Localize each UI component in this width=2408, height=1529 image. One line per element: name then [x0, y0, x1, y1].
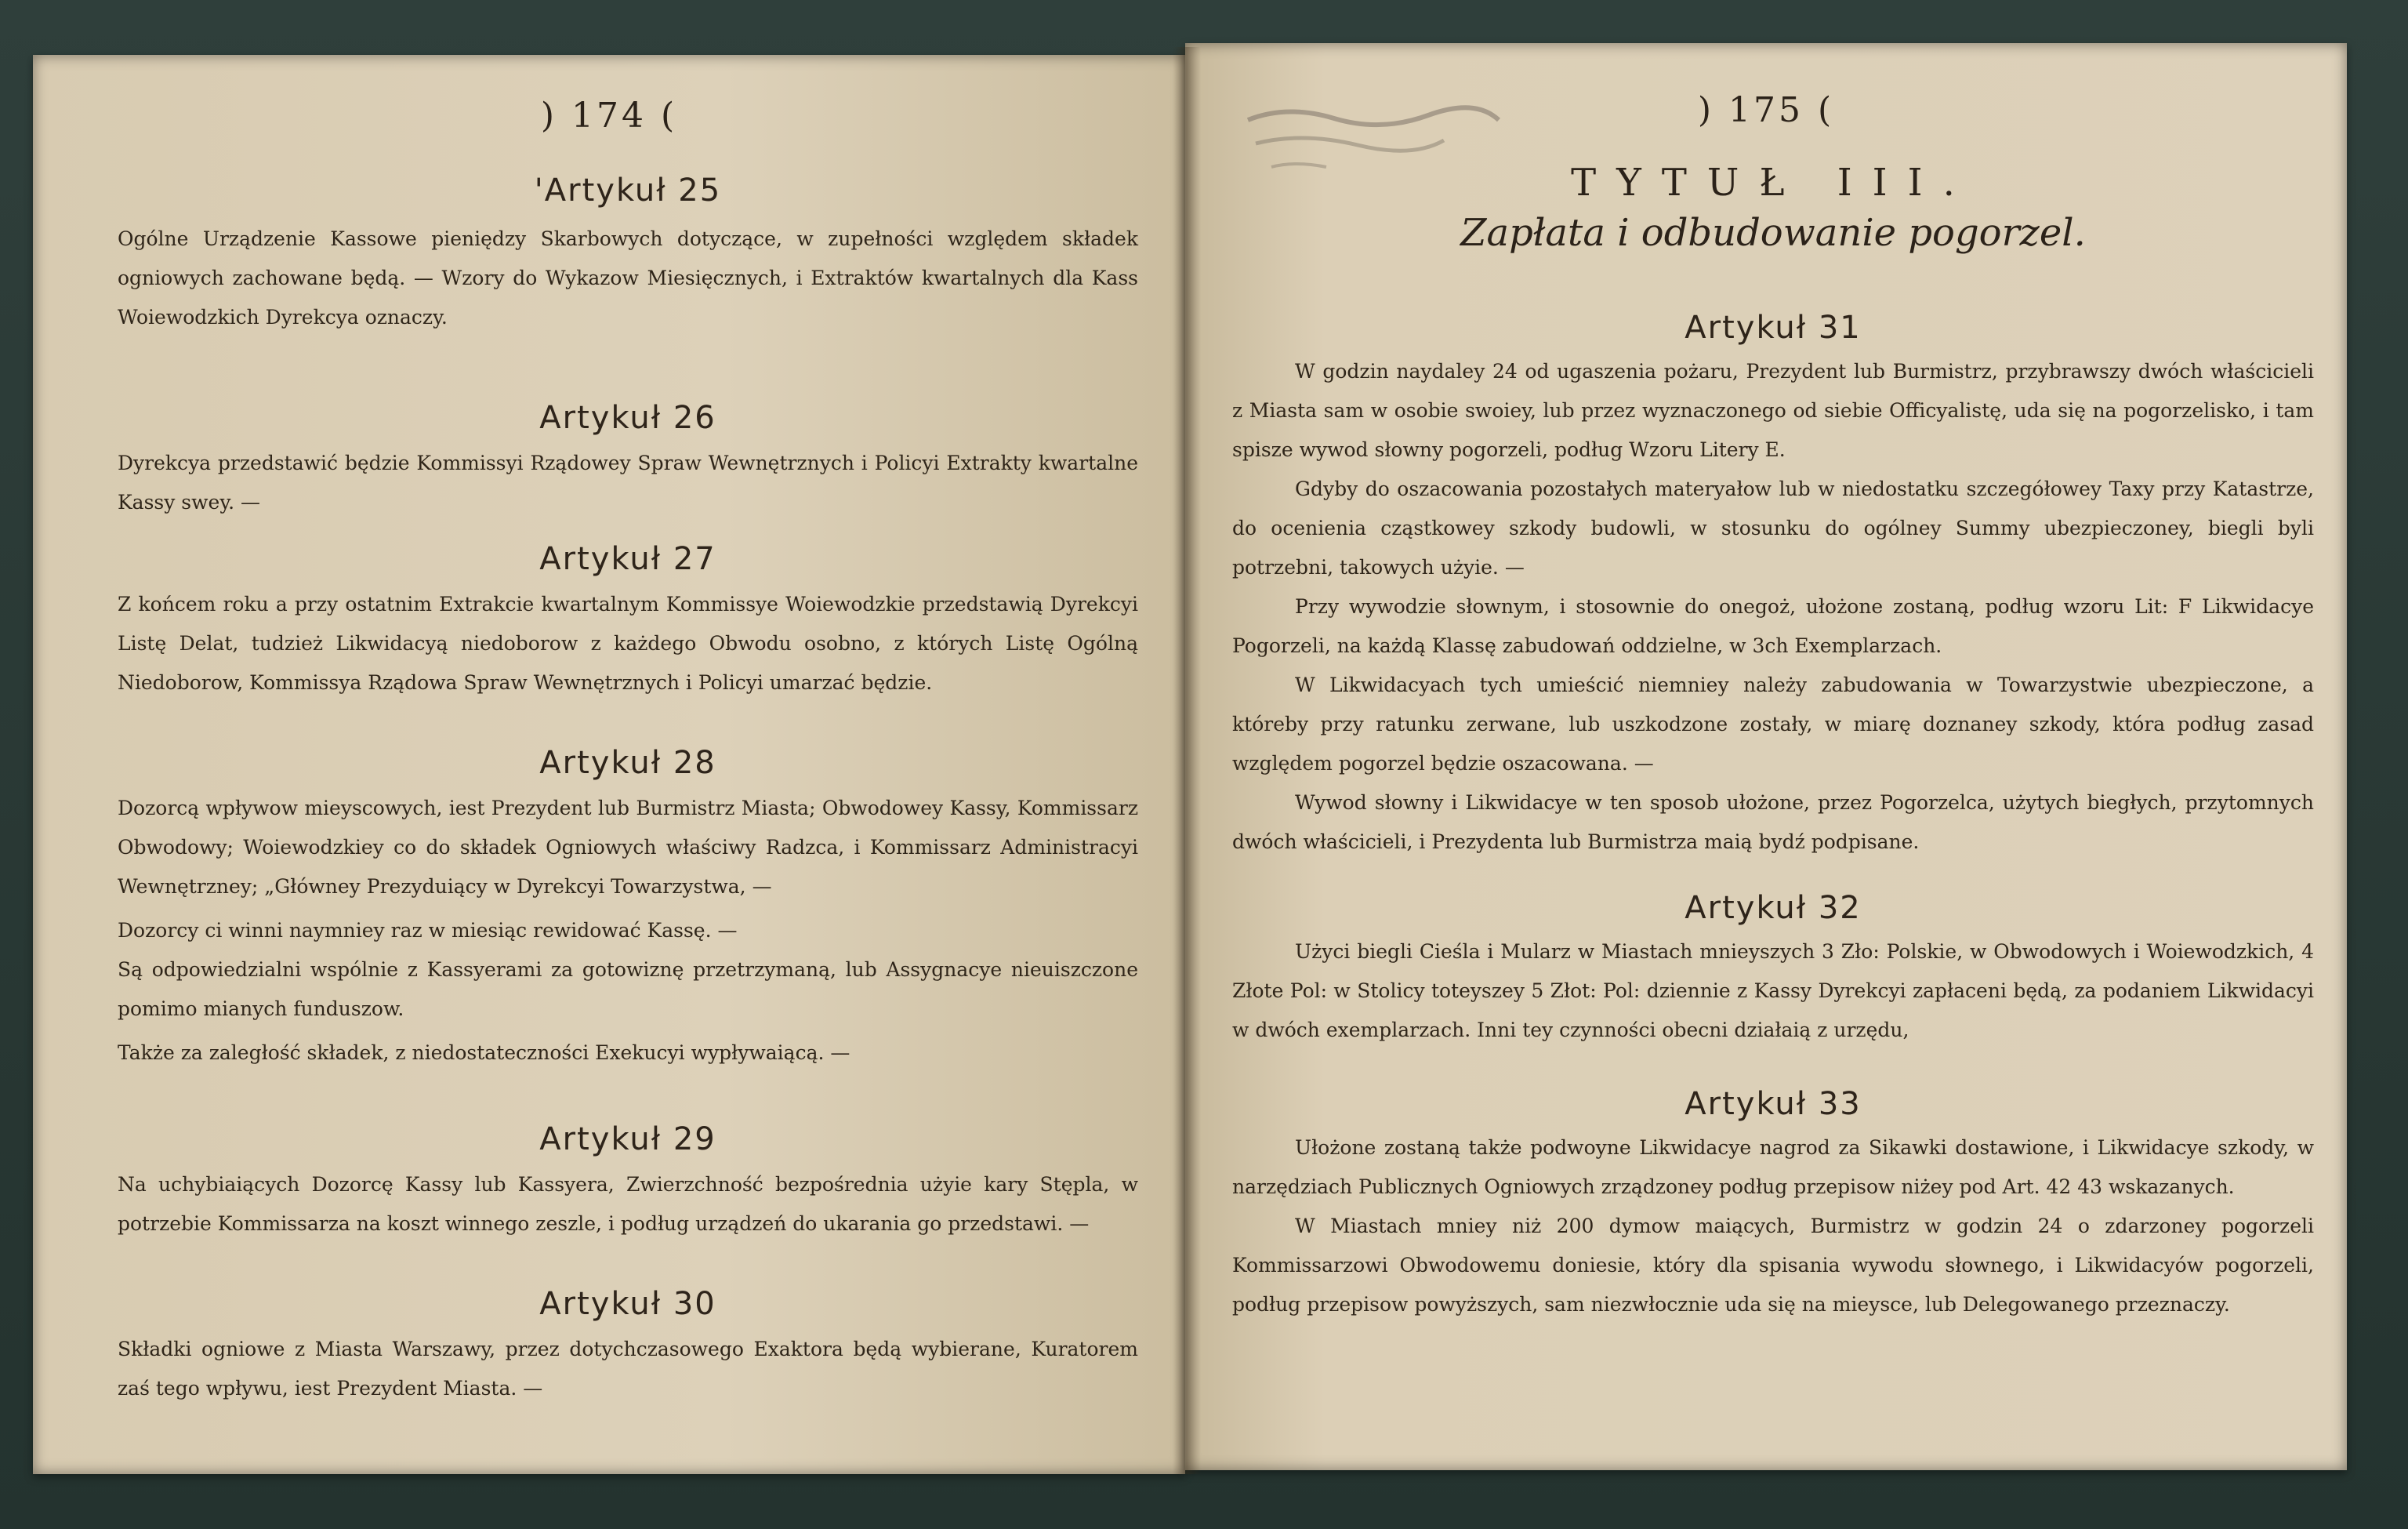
article-heading: Artykuł 30	[539, 1286, 716, 1322]
right-page-body	[1232, 161, 2314, 1316]
article-paragraph: Dozorcy ci winni naymniey raz w miesiąc rewidować Kassę. —	[118, 919, 738, 942]
article-paragraph: Także za zaległość składek, z niedostateczności Exekucyi wypływaiącą. —	[118, 1041, 850, 1064]
article-heading: Artykuł 31	[1685, 310, 1862, 346]
article-heading: Artykuł 33	[1685, 1086, 1862, 1122]
article-paragraph: W Miastach mniey niż 200 dymow maiących, Burmistrz w godzin 24 o zdarzoney pogorzeli Kommissarzowi Obwodowemu doniesie, który dla spisania wywodu słownego, i Likwidacyów pogorzeli, podług przepisow powyższych, sam niezwłocznie uda się na mieysce, lub Delegowanego przeznaczy.	[1232, 1215, 2314, 1316]
right-page	[1185, 43, 2347, 1470]
article-paragraph: Przy wywodzie słownym, i stosownie do onegoż, ułożone zostaną, podług wzoru Lit: F Likwidacye Pogorzeli, na każdą Klassę zabudowań oddzielne, w 3ch Exemplarzach.	[1232, 595, 2314, 657]
article-paragraph: Są odpowiedzialni wspólnie z Kassyerami za gotowiznę przetrzymaną, lub Assygnacye nieuiszczone pomimo mianych funduszow.	[118, 958, 1138, 1020]
article-paragraph: Dozorcą wpływow mieyscowych, iest Prezydent lub Burmistrz Miasta; Obwodowey Kassy, Kommissarz Obwodowy; Woiewodzkiey co do składek Ogniowych właściwy Radzca, i Kommissarz Administracyi Wewnętrzney; „Główney Prezyduiący w Dyrekcyi Towarzystwa, —	[118, 797, 1138, 898]
article-heading: Artykuł 32	[1685, 890, 1862, 926]
article-paragraph: Gdyby do oszacowania pozostałych materyałow lub w niedostatku szczegółowey Taxy przy Katastrze, do ocenienia cząstkowey szkody budowli, w stosunku do ogólney Summy ubezpieczoney, biegli byli potrzebni, takowych użyie. —	[1232, 478, 2314, 579]
article-heading: Artykuł 26	[539, 400, 716, 436]
article-paragraph: Składki ogniowe z Miasta Warszawy, przez dotychczasowego Exaktora będą wybierane, Kuratorem zaś tego wpływu, iest Prezydent Miasta. —	[118, 1338, 1138, 1400]
article-paragraph: Użyci biegli Cieśla i Mularz w Miastach mnieyszych 3 Zło: Polskie, w Obwodowych i Woiewodzkich, 4 Złote Pol: w Stolicy toteyszey 5 Złot: Pol: dziennie z Kassy Dyrekcyi zapłaceni będą, za podaniem Likwidacyi w dwóch exemplarzach. Inni tey czynności obecni działaią z urzędu,	[1232, 940, 2314, 1041]
article-paragraph: Z końcem roku a przy ostatnim Extrakcie kwartalnym Kommissye Woiewodzkie przedstawią Dyrekcyi Listę Delat, tudzież Likwidacyą niedoborow z każdego Obwodu osobno, z których Listę Ogólną Niedoborow, Kommissya Rządowa Spraw Wewnętrznych i Policyi umarzać będzie.	[118, 593, 1138, 694]
article-heading: Artykuł 28	[539, 745, 716, 781]
page-number: ) 175 (	[1697, 90, 1835, 130]
article-paragraph: W Likwidacyach tych umieścić niemniey należy zabudowania w Towarzystwie ubezpieczone, a któreby przy ratunku zerwane, lub uszkodzone zostały, w miarę doznaney szkody, która podług zasad względem pogorzel będzie oszacowana. —	[1232, 674, 2314, 775]
book-gutter	[1173, 47, 1201, 1474]
article-paragraph: Ogólne Urządzenie Kassowe pieniędzy Skarbowych dotyczące, w zupełności względem składek ogniowych zachowane będą. — Wzory do Wykazow Miesięcznych, i Extraktów kwartalnych dla Kass Woiewodzkich Dyrekcya oznaczy.	[118, 227, 1138, 329]
article-paragraph: Dyrekcya przedstawić będzie Kommissyi Rządowey Spraw Wewnętrznych i Policyi Extrakty kwartalne Kassy swey. —	[118, 452, 1138, 514]
title-subheading: Zapłata i odbudowanie pogorzel.	[1460, 211, 2086, 255]
article-paragraph: Ułożone zostaną także podwoyne Likwidacye nagrod za Sikawki dostawione, i Likwidacye szkody, w narzędziach Publicznych Ogniowych zrządzoney podług przepisow niżey pod Art. 42 43 wskazanych.	[1232, 1136, 2314, 1198]
title-heading: TYTUŁ III.	[1571, 161, 1975, 205]
article-paragraph: W godzin naydaley 24 od ugaszenia pożaru, Prezydent lub Burmistrz, przybrawszy dwóch właścicieli z Miasta sam w osobie swoiey, lub przez wyznaczonego od siebie Officyalistę, uda się na pogorzelisko, i tam spisze wywod słowny pogorzeli, podług Wzoru Litery E.	[1232, 360, 2314, 461]
article-paragraph: Na uchybiaiących Dozorcę Kassy lub Kassyera, Zwierzchność bezpośrednia użyie kary Stępla, w potrzebie Kommissarza na koszt winnego zeszle, i podług urządzeń do ukarania go przedstawi. —	[118, 1173, 1138, 1235]
article-heading: Artykuł 29	[539, 1121, 716, 1157]
left-page	[33, 55, 1185, 1474]
article-heading: Artykuł 27	[539, 541, 716, 577]
article-heading: 'Artykuł 25	[534, 173, 722, 209]
page-number: ) 174 (	[540, 96, 678, 136]
article-paragraph: Wywod słowny i Likwidacye w ten sposob ułożone, przez Pogorzelca, użytych biegłych, przytomnych dwóch właścicieli, i Prezydenta lub Burmistrza maią bydź podpisane.	[1232, 791, 2314, 853]
